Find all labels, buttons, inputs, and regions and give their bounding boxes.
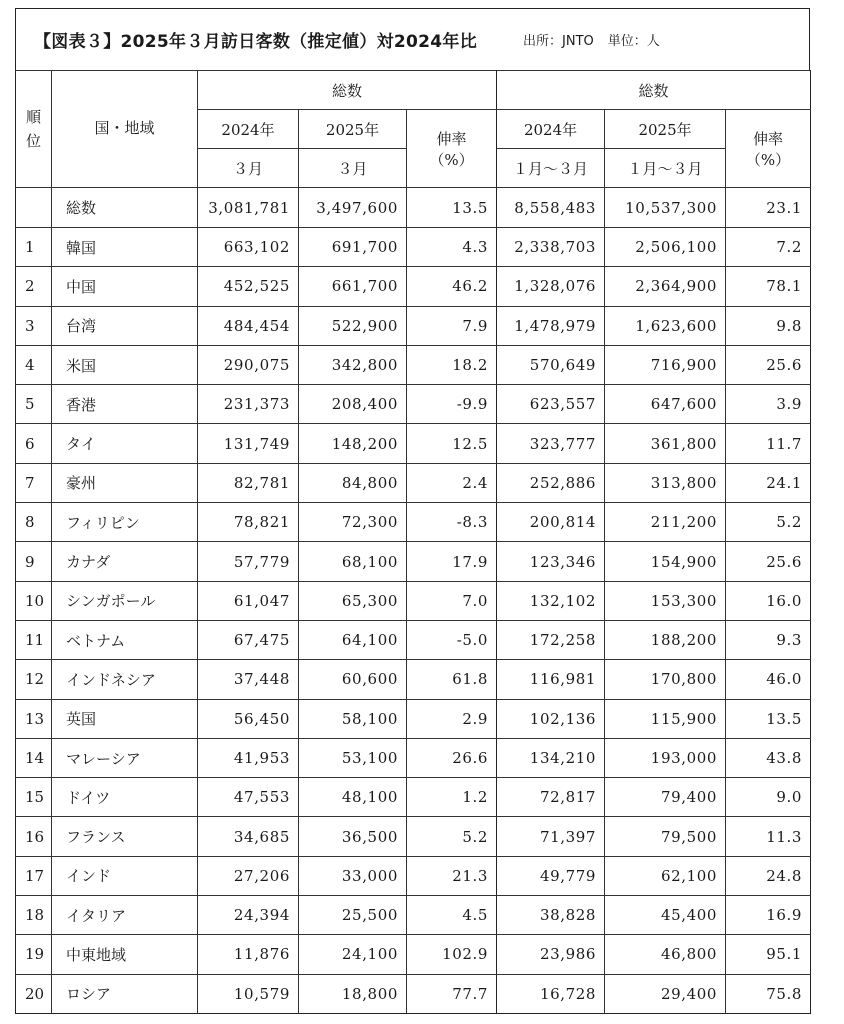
ytd-growth-cell: 5.2 [726, 503, 811, 542]
march-growth-cell: 5.2 [407, 817, 497, 856]
march-2025-cell: 661,700 [299, 267, 407, 306]
ytd-growth-cell: 9.0 [726, 778, 811, 817]
table-row [16, 228, 811, 267]
march-2025-cell: 25,500 [299, 896, 407, 935]
country-cell: 香港 [52, 385, 198, 424]
march-2024-cell: 34,685 [198, 817, 299, 856]
march-growth-cell: -9.9 [407, 385, 497, 424]
march-2024-cell: 27,206 [198, 856, 299, 895]
ytd-2024-cell: 123,346 [497, 542, 605, 581]
total-ytd-2024: 8,558,483 [497, 188, 605, 228]
march-growth-cell: -8.3 [407, 503, 497, 542]
rank-cell: 14 [16, 738, 52, 777]
ytd-2024-cell: 102,136 [497, 699, 605, 738]
march-growth-cell: 102.9 [407, 935, 497, 974]
table-row [16, 503, 811, 542]
march-growth-cell: 77.7 [407, 974, 497, 1013]
ytd-2025-cell: 62,100 [605, 856, 726, 895]
march-2024-cell: 56,450 [198, 699, 299, 738]
ytd-2025-cell: 647,600 [605, 385, 726, 424]
rank-cell: 17 [16, 856, 52, 895]
ytd-growth-cell: 9.8 [726, 306, 811, 345]
ytd-2025-cell: 313,800 [605, 463, 726, 502]
table-row [16, 345, 811, 384]
table-title: 【図表３】2025年３月訪日客数（推定値）対2024年比 [34, 32, 478, 52]
march-2025-cell: 65,300 [299, 581, 407, 620]
ytd-2025-cell: 45,400 [605, 896, 726, 935]
march-2024-cell: 231,373 [198, 385, 299, 424]
march-2025-cell: 18,800 [299, 974, 407, 1013]
ytd-2024-cell: 323,777 [497, 424, 605, 463]
ytd-growth-cell: 24.1 [726, 463, 811, 502]
march-growth-cell: 18.2 [407, 345, 497, 384]
country-cell: マレーシア [52, 738, 198, 777]
march-2024-cell: 131,749 [198, 424, 299, 463]
march-2025-header: 2025年 [299, 110, 407, 149]
march-2025-period: ３月 [299, 149, 407, 188]
ytd-2025-cell: 170,800 [605, 660, 726, 699]
visitor-stats-sheet [15, 8, 810, 1014]
march-2024-cell: 47,553 [198, 778, 299, 817]
table-row [16, 463, 811, 502]
ytd-growth-cell: 16.9 [726, 896, 811, 935]
ytd-growth-cell: 13.5 [726, 699, 811, 738]
march-2025-cell: 522,900 [299, 306, 407, 345]
country-cell: 豪州 [52, 463, 198, 502]
march-2025-cell: 72,300 [299, 503, 407, 542]
march-growth-cell: 17.9 [407, 542, 497, 581]
country-cell: ロシア [52, 974, 198, 1013]
rank-cell: 5 [16, 385, 52, 424]
march-growth-header [407, 110, 497, 188]
country-cell: ベトナム [52, 620, 198, 659]
ytd-2025-cell: 211,200 [605, 503, 726, 542]
total-ytd-2025: 10,537,300 [605, 188, 726, 228]
ytd-2024-cell: 72,817 [497, 778, 605, 817]
ytd-2024-cell: 71,397 [497, 817, 605, 856]
ytd-2024-cell: 200,814 [497, 503, 605, 542]
table-row [16, 699, 811, 738]
ytd-2024-cell: 38,828 [497, 896, 605, 935]
country-cell: 米国 [52, 345, 198, 384]
ytd-growth-cell: 25.6 [726, 542, 811, 581]
ytd-growth-cell: 16.0 [726, 581, 811, 620]
ytd-growth-cell: 46.0 [726, 660, 811, 699]
ytd-2025-cell: 188,200 [605, 620, 726, 659]
ytd-2024-cell: 252,886 [497, 463, 605, 502]
march-growth-unit: （%） [429, 150, 474, 169]
country-cell: ドイツ [52, 778, 198, 817]
source-note: 出所：JNTO [523, 34, 594, 49]
march-2024-header: 2024年 [198, 110, 299, 149]
country-cell: シンガポール [52, 581, 198, 620]
table-row [16, 306, 811, 345]
total-label: 総数 [52, 188, 198, 228]
ytd-growth-cell: 9.3 [726, 620, 811, 659]
country-cell: 台湾 [52, 306, 198, 345]
ytd-growth-header [726, 110, 811, 188]
march-2024-cell: 24,394 [198, 896, 299, 935]
ytd-growth-cell: 25.6 [726, 345, 811, 384]
ytd-2024-cell: 1,478,979 [497, 306, 605, 345]
ytd-growth-cell: 11.3 [726, 817, 811, 856]
march-growth-cell: 26.6 [407, 738, 497, 777]
march-2024-cell: 37,448 [198, 660, 299, 699]
table-row [16, 935, 811, 974]
table-header [16, 71, 811, 188]
ytd-growth-cell: 78.1 [726, 267, 811, 306]
country-cell: タイ [52, 424, 198, 463]
ytd-2024-header: 2024年 [497, 110, 605, 149]
march-2025-cell: 48,100 [299, 778, 407, 817]
march-2024-cell: 484,454 [198, 306, 299, 345]
march-2024-cell: 290,075 [198, 345, 299, 384]
table-row [16, 542, 811, 581]
ytd-2025-period: １月～３月 [605, 149, 726, 188]
rank-cell: 13 [16, 699, 52, 738]
country-cell: フィリピン [52, 503, 198, 542]
table-row [16, 856, 811, 895]
rank-cell: 4 [16, 345, 52, 384]
rank-cell: 8 [16, 503, 52, 542]
ytd-2024-cell: 16,728 [497, 974, 605, 1013]
ytd-2025-header: 2025年 [605, 110, 726, 149]
table-row [16, 896, 811, 935]
table-row [16, 738, 811, 777]
rank-cell: 10 [16, 581, 52, 620]
march-growth-label: 伸率 [436, 129, 467, 148]
table-row [16, 424, 811, 463]
ytd-2024-cell: 172,258 [497, 620, 605, 659]
ytd-2025-cell: 2,506,100 [605, 228, 726, 267]
rank-cell: 20 [16, 974, 52, 1013]
country-cell: インド [52, 856, 198, 895]
ytd-growth-cell: 3.9 [726, 385, 811, 424]
march-2025-cell: 68,100 [299, 542, 407, 581]
march-2024-cell: 78,821 [198, 503, 299, 542]
march-2025-cell: 60,600 [299, 660, 407, 699]
total-march-2024: 3,081,781 [198, 188, 299, 228]
march-2025-cell: 64,100 [299, 620, 407, 659]
ytd-2025-cell: 154,900 [605, 542, 726, 581]
table-row [16, 817, 811, 856]
country-cell: フランス [52, 817, 198, 856]
ytd-2024-cell: 49,779 [497, 856, 605, 895]
ytd-2024-cell: 134,210 [497, 738, 605, 777]
ytd-2024-cell: 570,649 [497, 345, 605, 384]
rank-cell: 15 [16, 778, 52, 817]
march-growth-cell: 21.3 [407, 856, 497, 895]
rank-header [16, 71, 52, 188]
march-2025-cell: 36,500 [299, 817, 407, 856]
march-2025-cell: 58,100 [299, 699, 407, 738]
march-2024-cell: 82,781 [198, 463, 299, 502]
visitor-table [15, 70, 811, 1014]
ytd-2025-cell: 2,364,900 [605, 267, 726, 306]
march-2025-cell: 33,000 [299, 856, 407, 895]
march-growth-cell: 2.4 [407, 463, 497, 502]
march-growth-cell: 4.3 [407, 228, 497, 267]
march-2024-cell: 11,876 [198, 935, 299, 974]
table-row [16, 974, 811, 1013]
ytd-2025-cell: 79,500 [605, 817, 726, 856]
title-bar [15, 8, 810, 70]
ytd-2025-cell: 115,900 [605, 699, 726, 738]
ytd-2024-period: １月～３月 [497, 149, 605, 188]
march-2025-cell: 208,400 [299, 385, 407, 424]
march-growth-cell: 7.0 [407, 581, 497, 620]
total-ytd-growth: 23.1 [726, 188, 811, 228]
march-2024-cell: 41,953 [198, 738, 299, 777]
ytd-growth-cell: 75.8 [726, 974, 811, 1013]
ytd-2025-cell: 716,900 [605, 345, 726, 384]
march-2025-cell: 84,800 [299, 463, 407, 502]
total-march-growth: 13.5 [407, 188, 497, 228]
country-cell: 中国 [52, 267, 198, 306]
ytd-growth-cell: 43.8 [726, 738, 811, 777]
ytd-2024-cell: 132,102 [497, 581, 605, 620]
rank-cell: 11 [16, 620, 52, 659]
march-growth-cell: -5.0 [407, 620, 497, 659]
rank-cell: 6 [16, 424, 52, 463]
march-2025-cell: 691,700 [299, 228, 407, 267]
country-cell: 中東地域 [52, 935, 198, 974]
march-2025-cell: 53,100 [299, 738, 407, 777]
rank-cell: 18 [16, 896, 52, 935]
march-growth-cell: 46.2 [407, 267, 497, 306]
ytd-2024-cell: 116,981 [497, 660, 605, 699]
rank-cell: 2 [16, 267, 52, 306]
country-header: 国・地域 [52, 71, 198, 188]
ytd-growth-cell: 11.7 [726, 424, 811, 463]
unit-note: 単位：人 [607, 34, 660, 49]
march-2024-cell: 663,102 [198, 228, 299, 267]
march-2025-cell: 342,800 [299, 345, 407, 384]
ytd-2025-cell: 361,800 [605, 424, 726, 463]
total-row [16, 188, 811, 228]
country-cell: カナダ [52, 542, 198, 581]
ytd-2024-cell: 1,328,076 [497, 267, 605, 306]
country-cell: インドネシア [52, 660, 198, 699]
ytd-2025-cell: 29,400 [605, 974, 726, 1013]
ytd-growth-cell: 95.1 [726, 935, 811, 974]
country-cell: 英国 [52, 699, 198, 738]
ytd-growth-label: 伸率 [753, 129, 784, 148]
rank-cell: 12 [16, 660, 52, 699]
march-growth-cell: 2.9 [407, 699, 497, 738]
march-growth-cell: 1.2 [407, 778, 497, 817]
ytd-2025-cell: 46,800 [605, 935, 726, 974]
country-cell: イタリア [52, 896, 198, 935]
total-rank-cell [16, 188, 52, 228]
march-growth-cell: 7.9 [407, 306, 497, 345]
ytd-growth-unit: （%） [745, 150, 791, 169]
ytd-2025-cell: 79,400 [605, 778, 726, 817]
march-2024-cell: 61,047 [198, 581, 299, 620]
march-2024-cell: 10,579 [198, 974, 299, 1013]
total-march-2025: 3,497,600 [299, 188, 407, 228]
march-2025-cell: 24,100 [299, 935, 407, 974]
table-row [16, 267, 811, 306]
march-2025-cell: 148,200 [299, 424, 407, 463]
march-2024-cell: 67,475 [198, 620, 299, 659]
rank-cell: 7 [16, 463, 52, 502]
table-row [16, 620, 811, 659]
rank-cell: 9 [16, 542, 52, 581]
march-2024-cell: 452,525 [198, 267, 299, 306]
table-row [16, 660, 811, 699]
rank-cell: 1 [16, 228, 52, 267]
ytd-group-header: 総数 [497, 71, 811, 110]
ytd-growth-cell: 24.8 [726, 856, 811, 895]
rank-cell: 3 [16, 306, 52, 345]
table-body [16, 188, 811, 1014]
rank-cell: 16 [16, 817, 52, 856]
rank-header-label: 順位 [25, 108, 41, 150]
table-row [16, 385, 811, 424]
march-2024-period: ３月 [198, 149, 299, 188]
country-cell: 韓国 [52, 228, 198, 267]
march-2024-cell: 57,779 [198, 542, 299, 581]
table-row [16, 581, 811, 620]
ytd-2025-cell: 193,000 [605, 738, 726, 777]
march-growth-cell: 4.5 [407, 896, 497, 935]
march-group-header: 総数 [198, 71, 497, 110]
ytd-growth-cell: 7.2 [726, 228, 811, 267]
table-row [16, 778, 811, 817]
rank-cell: 19 [16, 935, 52, 974]
ytd-2024-cell: 23,986 [497, 935, 605, 974]
march-growth-cell: 61.8 [407, 660, 497, 699]
ytd-2025-cell: 1,623,600 [605, 306, 726, 345]
ytd-2024-cell: 623,557 [497, 385, 605, 424]
ytd-2024-cell: 2,338,703 [497, 228, 605, 267]
ytd-2025-cell: 153,300 [605, 581, 726, 620]
march-growth-cell: 12.5 [407, 424, 497, 463]
